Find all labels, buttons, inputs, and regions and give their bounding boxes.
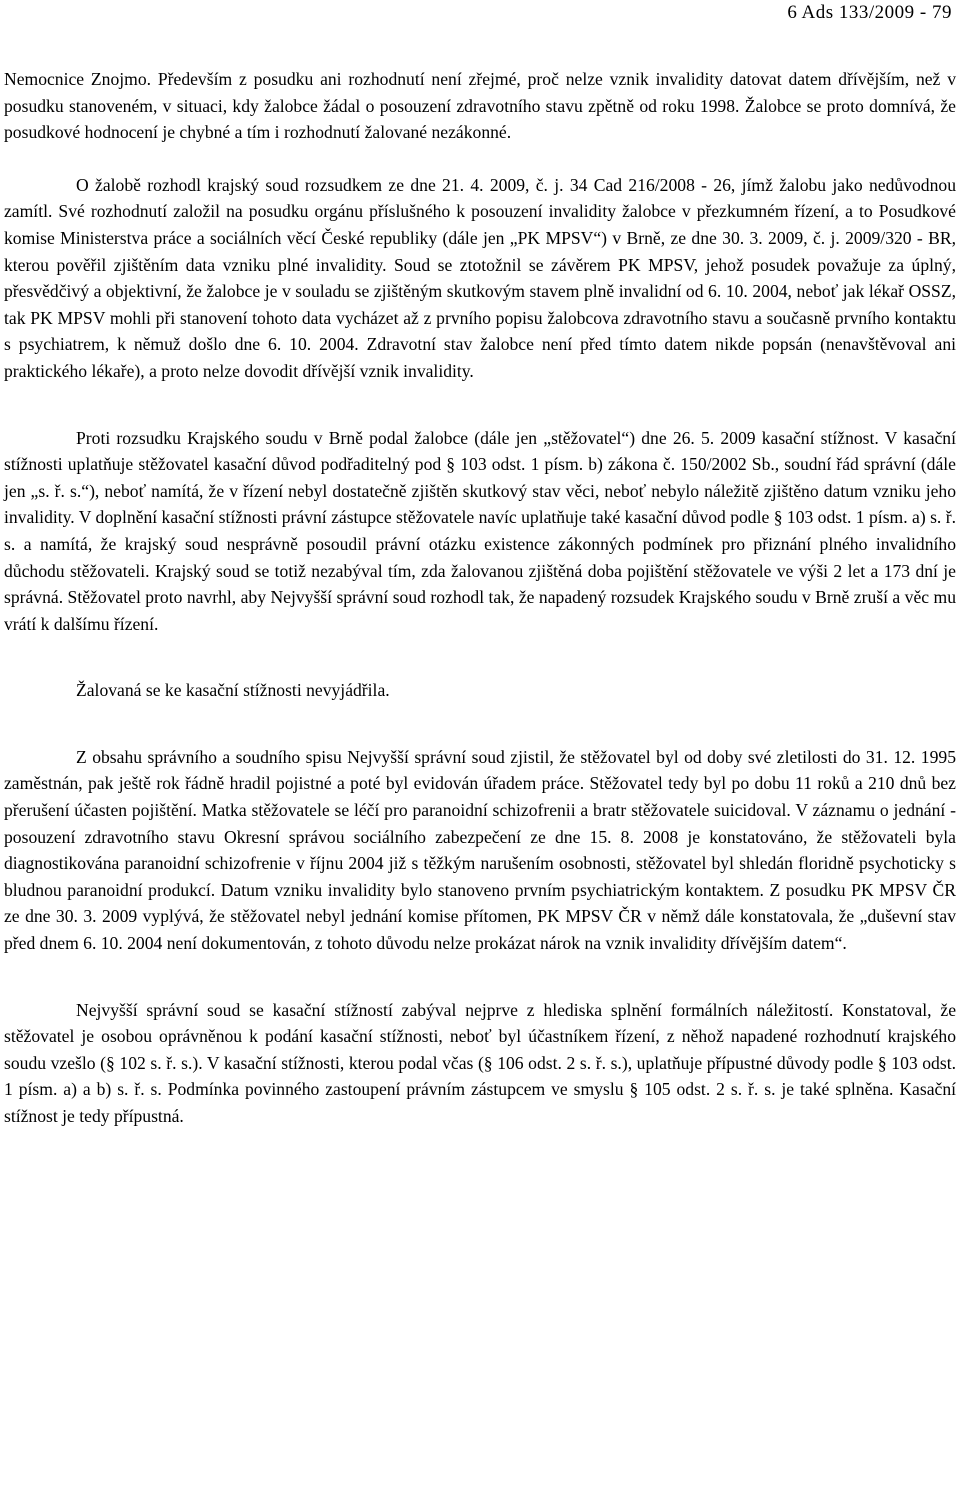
paragraph-regional-court-decision: O žalobě rozhodl krajský soud rozsudkem ze dne 21. 4. 2009, č. j. 34 Cad 216/2008 - 26, jímž žalobu jako nedůvodnou zamítl. Své rozhodnutí založil na posudku orgánu příslušného k posouzení invalidity žalobce v přezkumném řízení, a to Posudkové komise Ministerstva práce a sociálních věcí České republiky (dále jen „PK MPSV“) v Brně, ze dne 30. 3. 2009, č. j. 2009/320 - BR, kterou pověřil zjištěním data vzniku plné invalidity. Soud se ztotožnil se závěrem PK MPSV, jehož posudek považuje za úplný, přesvědčivý a objektivní, že žalobce je v souladu se zjištěným skutkovým stavem plně invalidní od 6. 10. 2004, neboť jak lékař OSSZ, tak PK MPSV mohli při stanovení tohoto data vycházet až z prvního popisu žalobcova zdravotního stavu a současně prvního kontaktu s psychiatrem, k němuž došlo dne 6. 10. 2004. Zdravotní stav žalobce není před tímto datem nikde popsán (nenavštěvoval ani praktického lékaře), a proto nelze dovodit dřívější vznik invalidity. (4, 174, 956, 381)
paragraph-cassation-complaint: Proti rozsudku Krajského soudu v Brně podal žalobce (dále jen „stěžovatel“) dne 26. 5. 2009 kasační stížnost. V kasační stížnosti uplatňuje stěžovatel kasační důvod podřaditelný pod § 103 odst. 1 písm. b) zákona č. 150/2002 Sb., soudní řád správní (dále jen „s. ř. s.“), neboť namítá, že v řízení nebyl dostatečně zjištěn skutkový stav věci, neboť nebylo náležitě zjištěno datum vzniku jeho invalidity. V doplnění kasační stížnosti právní zástupce stěžovatele navíc uplatňuje také kasační důvod podle § 103 odst. 1 písm. a) s. ř. s. a namítá, že krajský soud nesprávně posoudil právní otázku existence zákonných podmínek pro přiznání plného invalidního důchodu stěžovateli. Krajský soud se totiž nezabýval tím, zda žalovanou zjištěná doba pojištění stěžovatele ve výši 2 let a 173 dní je správná. Stěžovatel proto navrhl, aby Nejvyšší správní soud rozhodl tak, že napadený rozsudek Krajského soudu v Brně zruší a věc mu vrátí k dalšímu řízení. (4, 427, 956, 634)
paragraph-plaintiff-argument: Nemocnice Znojmo. Především z posudku ani rozhodnutí není zřejmé, proč nelze vznik invalidity datovat datem dřívějším, než v posudku stanoveném, v situaci, kdy žalobce žádal o posouzení zdravotního stavu zpětně od roku 1998. Žalobce se proto domnívá, že posudkové hodnocení je chybné a tím i rozhodnutí žalované nezákonné. (4, 69, 956, 143)
paragraph-file-findings: Z obsahu správního a soudního spisu Nejvyšší správní soud zjistil, že stěžovatel byl od doby své zletilosti do 31. 12. 1995 zaměstnán, pak ještě rok řádně hradil pojistné a poté byl evidován úřadem práce. Stěžovatel tedy byl po dobu 11 roků a 210 dnů bez přerušení účasten pojištění. Matka stěžovatele se léčí pro paranoidní schizofrenii a bratr stěžovatele suicidoval. V záznamu o jednání - posouzení zdravotního stavu Okresní správou sociálního zabezpečení ze dne 15. 8. 2008 je konstatováno, že stěžovateli byla diagnostikována paranoidní schizofrenie v říjnu 2004 již s těžkým narušením osobnosti, stěžovatel byl shledán floridně psychoticky s bludnou paranoidní produkcí. Datum vzniku invalidity bylo stanoveno prvním psychiatrickým kontaktem. Z posudku PK MPSV ČR ze dne 30. 3. 2009 vyplývá, že stěžovatel nebyl jednání komise přítomen, PK MPSV ČR v němž dále konstatovala, že „duševní stav před dnem 6. 10. 2004 není dokumentován, z tohoto důvodu nelze prokázat nárok na vznik invalidity dřívějším datem“. (4, 746, 956, 954)
case-reference-header: 6 Ads 133/2009 - 79 (787, 2, 952, 23)
paragraph-formal-requirements: Nejvyšší správní soud se kasační stížností zabýval nejprve z hlediska splnění formálních náležitostí. Konstatoval, že stěžovatel je osobou oprávněnou k podání kasační stížnosti, neboť byl účastníkem řízení, z něhož napadené rozhodnutí krajského soudu vzešlo (§ 102 s. ř. s.). V kasační stížnosti, kterou podal včas (§ 106 odst. 2 s. ř. s.), uplatňuje přípustné důvody podle § 103 odst. 1 písm. a) a b) s. ř. s. Podmínka povinného zastoupení právním zástupcem ve smyslu § 105 odst. 2 s. ř. s. je také splněna. Kasační stížnost je tedy přípustná. (4, 999, 956, 1126)
document-body (4, 66, 956, 1130)
paragraph-defendant-response: Žalovaná se ke kasační stížnosti nevyjádřila. (76, 680, 390, 701)
